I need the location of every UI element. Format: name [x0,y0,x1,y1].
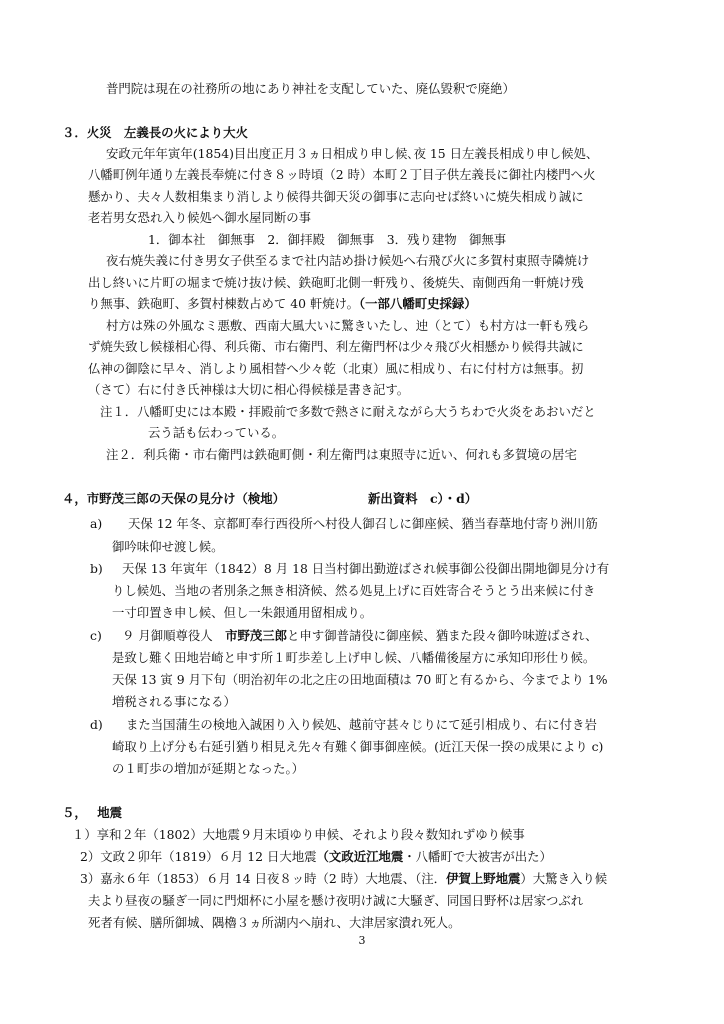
item-a-line: 天保 12 年冬、京都町奉行西役所へ村役人御召しに御座候、猶当春葦地付寄り洲川筋 [128,516,598,531]
item-a-line: 御吟味仰せ渡し候。 [112,539,224,554]
intro-line: 普門院は現在の社務所の地にあり神社を支配していた、廃仏毀釈で廃絶） [106,81,515,96]
entry-text: ）大驚き入り候 [520,871,608,886]
item-marker: d) [90,717,103,732]
earthquake-name: （文政近江地震 [316,849,404,864]
section-3-paragraph-line [88,295,477,313]
earthquake-entry [80,848,552,866]
damage-list: 1．御本社 御無事 2．御拝殿 御無事 3．残り建物 御無事 [148,232,507,247]
earthquake-name: 伊賀上野地震 [446,871,521,886]
person-name: 市野茂三郎 [225,628,288,643]
section-3-paragraph-line: （さて）右に付き氏神様は大切に相心得候様是書き記す。 [88,382,410,397]
item-c-line: 増税される事になる） [112,694,236,709]
paragraph-text: り無事、鉄砲町、多賀村棟数占めて 40 軒焼け。 [88,296,359,311]
entry-text: 2）文政２卯年（1819）６月 12 日大地震 [80,849,317,864]
item-c-text: ９ 月御順尊役人 [122,628,226,643]
section-3-paragraph-line: 仏神の御陰に早々、消しより風相替へ少々乾（北東）風に相成り、右に付村方は無事。扨 [88,361,584,376]
section-3-paragraph-line: 村方は殊の外風なミ悪敷、西南大風大いに驚きいたし、迚（とて）も村方は一軒も残ら [106,318,590,333]
section-3-heading: ３．火災 左義長の火により大火 [62,125,248,140]
entry-text: ・八幡町で大被害が出た） [403,849,552,864]
item-d-line: 崎取り上げ分も右延引猶り相見え先々有難く御事御座候。(近江天保一揆の成果により c) [112,739,604,754]
item-b-line: 天保 13 年寅年（1842）8 月 18 日当村御出勤遊ばされ候事御公役御出開地御見分け有 [122,561,610,576]
item-d-line: の１町歩の増加が延期となった。） [112,761,305,776]
item-d-line: また当国蒲生の検地入誠困り入り候処、越前守甚々じりにて延引相成り、右に付き岩 [126,717,597,732]
section-3-paragraph-line: ず焼失致し候様相心得、利兵衛、市右衛門、利左衛門杯は少々飛び火相懸かり候得共誠に [88,339,584,354]
item-c-line: 是致し難く田地岩崎と申す所１町歩差し上げ申し候、八幡備後屋方に承知印形仕り候。 [112,650,596,665]
section-3-paragraph-line: 安政元年年寅年(1854)目出度正月３ヵ日相成り申し候､夜 15 日左義長相成り申し候処、 [106,146,599,161]
earthquake-entry: １）享和２年（1802）大地震９月末頃ゆり申候、それより段々数知れずゆり候事 [72,827,525,842]
section-5-heading: ５， 地震 [62,805,123,820]
note-line: 注１．八幡町史には本殿・拝殿前で多数で熱さに耐えながら大うちわで火炎をあおいだと [100,404,596,419]
item-c-line: 天保 13 寅 9 月下旬（明治初年の北之庄の田地面積は 70 町と有るから、今までより 1% [112,672,608,687]
entry-text: 3）嘉永６年（1853）６月 14 日夜８ッ時（2 時）大地震、（注． [80,871,447,886]
item-marker: b) [90,561,103,576]
note-line: 云う話も伝わっている。 [148,425,285,440]
item-b-line: りし候処、当地の者別条之無き相済候、然る処見上げに百姓寄合そうとう出来候に付き [112,583,596,598]
section-3-paragraph-line: 懸かり、夫々人数相集まり消しより候得共御天災の御事に志向せば終いに焼失相成り誠に [88,189,584,204]
section-4-heading: ４，市野茂三郎の天保の見分け（検地） [62,491,286,506]
item-c-line [122,627,598,645]
page-number: 3 [358,934,366,947]
source-citation: （一部八幡町史採録） [358,296,477,311]
item-b-line: 一寸印置き申し候、但し一朱銀通用留相成り。 [112,605,373,620]
item-c-text: と申す御普請役に御座候、猶また段々御吟味遊ばされ、 [287,628,598,643]
section-3-paragraph-line: 八幡町例年通り左義長奉焼に付き８ッ時頃（2 時）本町２丁目子供左義長に御社内楼門へ火 [88,167,596,182]
earthquake-entry-line: 夫より昼夜の騒ぎ一同に門畑杯に小屋を懸け夜明け誠に大騒ぎ、同国日野杯は居家つぶれ [88,893,584,908]
note-line: 注２．利兵衛・市右衛門は鉄砲町側・利左衛門は東照寺に近い、何れも多賀境の居宅 [106,447,577,462]
section-4-source-note: 新出資料 c）・d） [368,491,478,506]
section-3-paragraph-line: 老若男女恐れ入り候処へ御水屋同断の事 [88,210,312,225]
earthquake-entry [80,870,607,888]
item-marker: a) [90,516,103,531]
section-3-paragraph-line: 夜右焼失義に付き男女子供至るまで社内詰め掛け候処へ右飛び火に多賀村東照寺隣焼け [106,253,590,268]
earthquake-entry-line: 死者有候、膳所御城、隅櫓３ヵ所湖内へ崩れ、大津居家潰れ死人。 [88,915,461,930]
section-3-paragraph-line: 出し終いに片町の堀まで焼け抜け候、鉄砲町北側一軒残り、後焼失、南側西角一軒焼け残 [88,275,584,290]
item-marker: c) [90,628,102,643]
